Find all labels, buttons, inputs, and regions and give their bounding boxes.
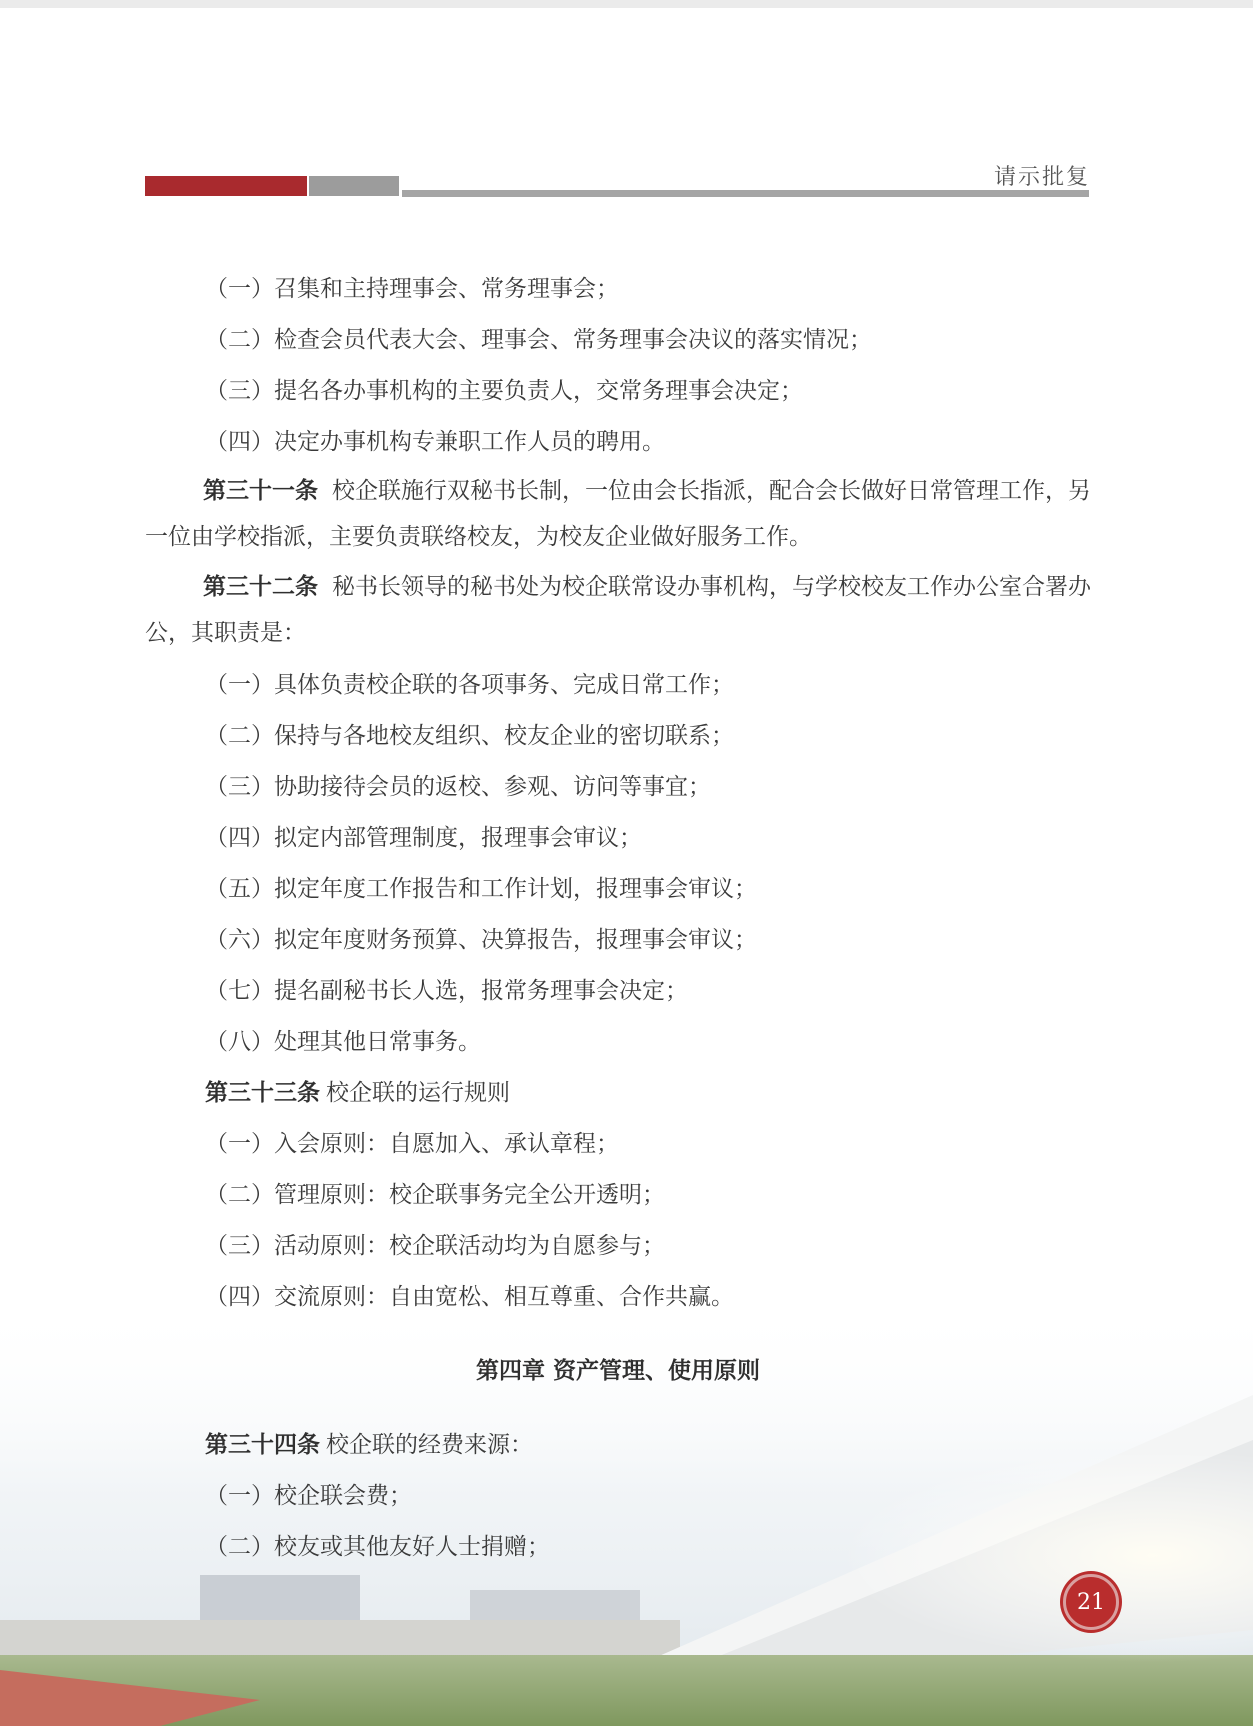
article-text: 校企联的运行规则 — [326, 1080, 510, 1106]
duty-2: （二）保持与各地校友组织、校友企业的密切联系； — [205, 723, 734, 749]
chapter-heading: 第四章 资产管理、使用原则 — [475, 1358, 760, 1384]
duty-6: （六）拟定年度财务预算、决算报告，报理事会审议； — [205, 927, 757, 953]
article-34 — [145, 1420, 1091, 1471]
source-2: （二）校友或其他友好人士捐赠； — [205, 1534, 550, 1560]
article-label: 第三十四条 — [205, 1432, 320, 1458]
article-32 — [145, 564, 1091, 656]
source-1: （一）校企联会费； — [205, 1483, 412, 1509]
top-strip — [0, 0, 1253, 8]
page-number-badge: 21 — [1063, 1574, 1119, 1630]
document-body — [145, 264, 1091, 1573]
header-red-bar — [145, 176, 307, 196]
duty-3: （三）协助接待会员的返校、参观、访问等事宜； — [205, 774, 711, 800]
article-label: 第三十一条 — [203, 478, 318, 504]
article-text: 秘书长领导的秘书处为校企联常设办事机构，与学校校友工作办公室合署办公，其职责是： — [145, 574, 1091, 646]
clause-4: （四）决定办事机构专兼职工作人员的聘用。 — [205, 429, 665, 455]
section-title: 请示批复 — [993, 165, 1090, 190]
duty-5: （五）拟定年度工作报告和工作计划，报理事会审议； — [205, 876, 757, 902]
duty-7: （七）提名副秘书长人选，报常务理事会决定； — [205, 978, 688, 1004]
clause-3: （三）提名各办事机构的主要负责人，交常务理事会决定； — [205, 378, 803, 404]
duty-8: （八）处理其他日常事务。 — [205, 1029, 481, 1055]
header-grey-bar — [309, 176, 399, 196]
rule-4: （四）交流原则：自由宽松、相互尊重、合作共赢。 — [205, 1284, 734, 1310]
rule-2: （二）管理原则：校企联事务完全公开透明； — [205, 1182, 665, 1208]
article-text: 校企联施行双秘书长制，一位由会长指派，配合会长做好日常管理工作，另一位由学校指派，主要负责联络校友，为校友企业做好服务工作。 — [145, 478, 1091, 550]
clause-1: （一）召集和主持理事会、常务理事会； — [205, 276, 619, 302]
article-label: 第三十二条 — [203, 574, 318, 600]
duty-4: （四）拟定内部管理制度，报理事会审议； — [205, 825, 642, 851]
rule-3: （三）活动原则：校企联活动均为自愿参与； — [205, 1233, 665, 1259]
article-text: 校企联的经费来源： — [326, 1432, 533, 1458]
duty-1: （一）具体负责校企联的各项事务、完成日常工作； — [205, 672, 734, 698]
rule-1: （一）入会原则：自愿加入、承认章程； — [205, 1131, 619, 1157]
article-label: 第三十三条 — [205, 1080, 320, 1106]
article-33 — [145, 1068, 1091, 1119]
header-rule — [402, 190, 1089, 197]
article-31 — [145, 468, 1091, 560]
clause-2: （二）检查会员代表大会、理事会、常务理事会决议的落实情况； — [205, 327, 872, 353]
